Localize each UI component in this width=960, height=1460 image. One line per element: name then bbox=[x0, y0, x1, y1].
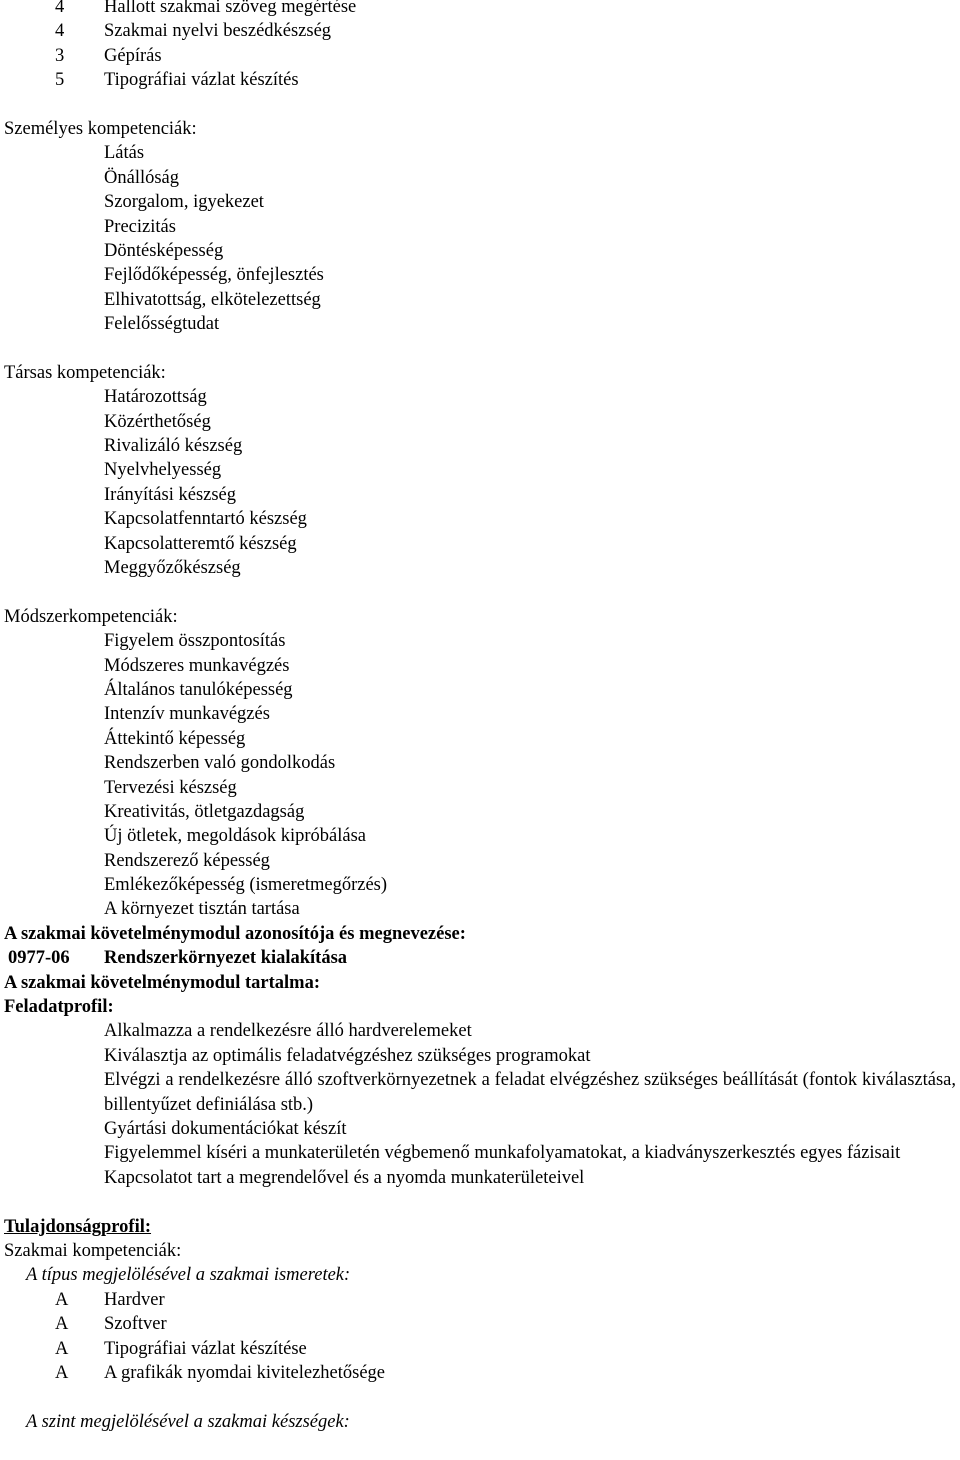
section-title: Személyes kompetenciák: bbox=[4, 118, 197, 139]
type-letter: A bbox=[55, 1289, 69, 1310]
list-item: Kapcsolatot tart a megrendelővel és a nyomda munkaterületeivel bbox=[104, 1167, 585, 1188]
list-item: Látás bbox=[104, 143, 145, 164]
list-item: Meggyőzőkészség bbox=[104, 557, 241, 578]
level-number: 4 bbox=[55, 21, 65, 42]
section-title: Társas kompetenciák: bbox=[4, 362, 166, 383]
list-item: Irányítási készség bbox=[104, 484, 237, 505]
list-item: Új ötletek, megoldások kipróbálása bbox=[104, 826, 367, 847]
module-name: Rendszerkörnyezet kialakítása bbox=[104, 948, 348, 969]
list-item: Emlékezőképesség (ismeretmegőrzés) bbox=[104, 875, 388, 896]
list-item: Rendszerben való gondolkodás bbox=[104, 753, 336, 774]
list-item: Precizitás bbox=[104, 216, 176, 237]
list-item: Kreativitás, ötletgazdagság bbox=[104, 801, 305, 822]
level-heading-row bbox=[0, 1410, 960, 1434]
type-letter: A bbox=[55, 1314, 69, 1335]
list-item-text: A grafikák nyomdai kivitelezhetősége bbox=[104, 1362, 386, 1383]
property-profile-subtitle-row bbox=[0, 1239, 960, 1263]
list-item bbox=[0, 19, 960, 43]
list-item bbox=[0, 68, 960, 92]
list-item: Rendszerező képesség bbox=[104, 850, 270, 871]
list-item bbox=[0, 1312, 960, 1336]
task-profile-title: Feladatprofil: bbox=[4, 997, 114, 1018]
list-item: Tervezési készség bbox=[104, 777, 237, 798]
type-heading: A típus megjelölésével a szakmai ismeretek: bbox=[26, 1265, 351, 1286]
list-item-text: Hallott szakmai szöveg megértése bbox=[104, 0, 357, 17]
list-item: Nyelvhelyesség bbox=[104, 460, 222, 481]
list-item: Intenzív munkavégzés bbox=[104, 704, 270, 725]
section-title: Módszerkompetenciák: bbox=[4, 606, 178, 627]
section-heading-method bbox=[0, 605, 960, 629]
list-item: Felelősségtudat bbox=[104, 314, 220, 335]
level-number: 5 bbox=[55, 70, 65, 91]
list-item: Szorgalom, igyekezet bbox=[104, 192, 264, 213]
list-item: Közérthetőség bbox=[104, 411, 211, 432]
list-item: Figyelem összpontosítás bbox=[104, 631, 286, 652]
level-number: 3 bbox=[55, 45, 65, 66]
list-item: Döntésképesség bbox=[104, 240, 224, 261]
list-item: Alkalmazza a rendelkezésre álló hardverelemeket bbox=[104, 1021, 472, 1042]
list-item bbox=[0, 1361, 960, 1385]
module-code: 0977-06 bbox=[8, 948, 70, 969]
list-item-text: Szoftver bbox=[104, 1314, 167, 1335]
list-item bbox=[0, 1337, 960, 1361]
list-item-wrapped bbox=[0, 1141, 960, 1165]
list-item: Elvégzi a rendelkezésre álló szoftverkörnyezetnek a feladat elvégzéshez szükséges beállítását (fontok kiválasztása, billentyűzet definiálása stb.) bbox=[104, 1070, 956, 1115]
module-content-heading-text: A szakmai követelménymodul tartalma: bbox=[4, 972, 321, 993]
type-letter: A bbox=[55, 1362, 69, 1383]
module-code-row bbox=[0, 946, 960, 970]
list-item: Határozottság bbox=[104, 387, 207, 408]
module-id-heading bbox=[0, 922, 960, 946]
list-item-text: Hardver bbox=[104, 1289, 165, 1310]
property-profile-title: Tulajdonságprofil: bbox=[4, 1216, 152, 1237]
list-item: Rivalizáló készség bbox=[104, 436, 243, 457]
property-profile-heading bbox=[0, 1215, 960, 1239]
list-item: Gyártási dokumentációkat készít bbox=[104, 1119, 347, 1139]
list-item: Kiválasztja az optimális feladatvégzéshez szükséges programokat bbox=[104, 1045, 591, 1066]
list-item bbox=[0, 0, 960, 19]
list-item: Kapcsolatteremtő készség bbox=[104, 533, 297, 554]
list-item bbox=[0, 44, 960, 68]
list-item: Kapcsolatfenntartó készség bbox=[104, 509, 307, 530]
list-item: Önállóság bbox=[104, 167, 180, 188]
list-item: Áttekintő képesség bbox=[104, 728, 246, 749]
list-item-text: Tipográfiai vázlat készítés bbox=[104, 70, 299, 91]
type-heading-row bbox=[0, 1263, 960, 1287]
list-item bbox=[0, 1288, 960, 1312]
level-heading: A szint megjelölésével a szakmai készségek: bbox=[26, 1411, 350, 1432]
list-item-text: Tipográfiai vázlat készítése bbox=[104, 1338, 307, 1359]
task-profile-heading bbox=[0, 995, 960, 1019]
section-heading-personal bbox=[0, 117, 960, 141]
list-item-text: Szakmai nyelvi beszédkészség bbox=[104, 21, 332, 42]
list-item: Módszeres munkavégzés bbox=[104, 655, 290, 676]
list-item: A környezet tisztán tartása bbox=[104, 899, 300, 920]
module-content-heading bbox=[0, 971, 960, 995]
list-item: Általános tanulóképesség bbox=[104, 679, 293, 700]
property-profile-subtitle: Szakmai kompetenciák: bbox=[4, 1240, 182, 1261]
list-item-wrapped bbox=[0, 1068, 960, 1117]
module-id-heading-text: A szakmai követelménymodul azonosítója és megnevezése: bbox=[4, 923, 466, 944]
list-item-text: Gépírás bbox=[104, 45, 162, 66]
section-heading-social bbox=[0, 361, 960, 385]
type-letter: A bbox=[55, 1338, 69, 1359]
list-item: Figyelemmel kíséri a munkaterületén végbemenő munkafolyamatokat, a kiadványszerkesztés egyes fázisait bbox=[104, 1143, 901, 1164]
level-number: 4 bbox=[55, 0, 65, 17]
list-item: Fejlődőképesség, önfejlesztés bbox=[104, 265, 324, 286]
list-item: Elhivatottság, elkötelezettség bbox=[104, 289, 321, 310]
